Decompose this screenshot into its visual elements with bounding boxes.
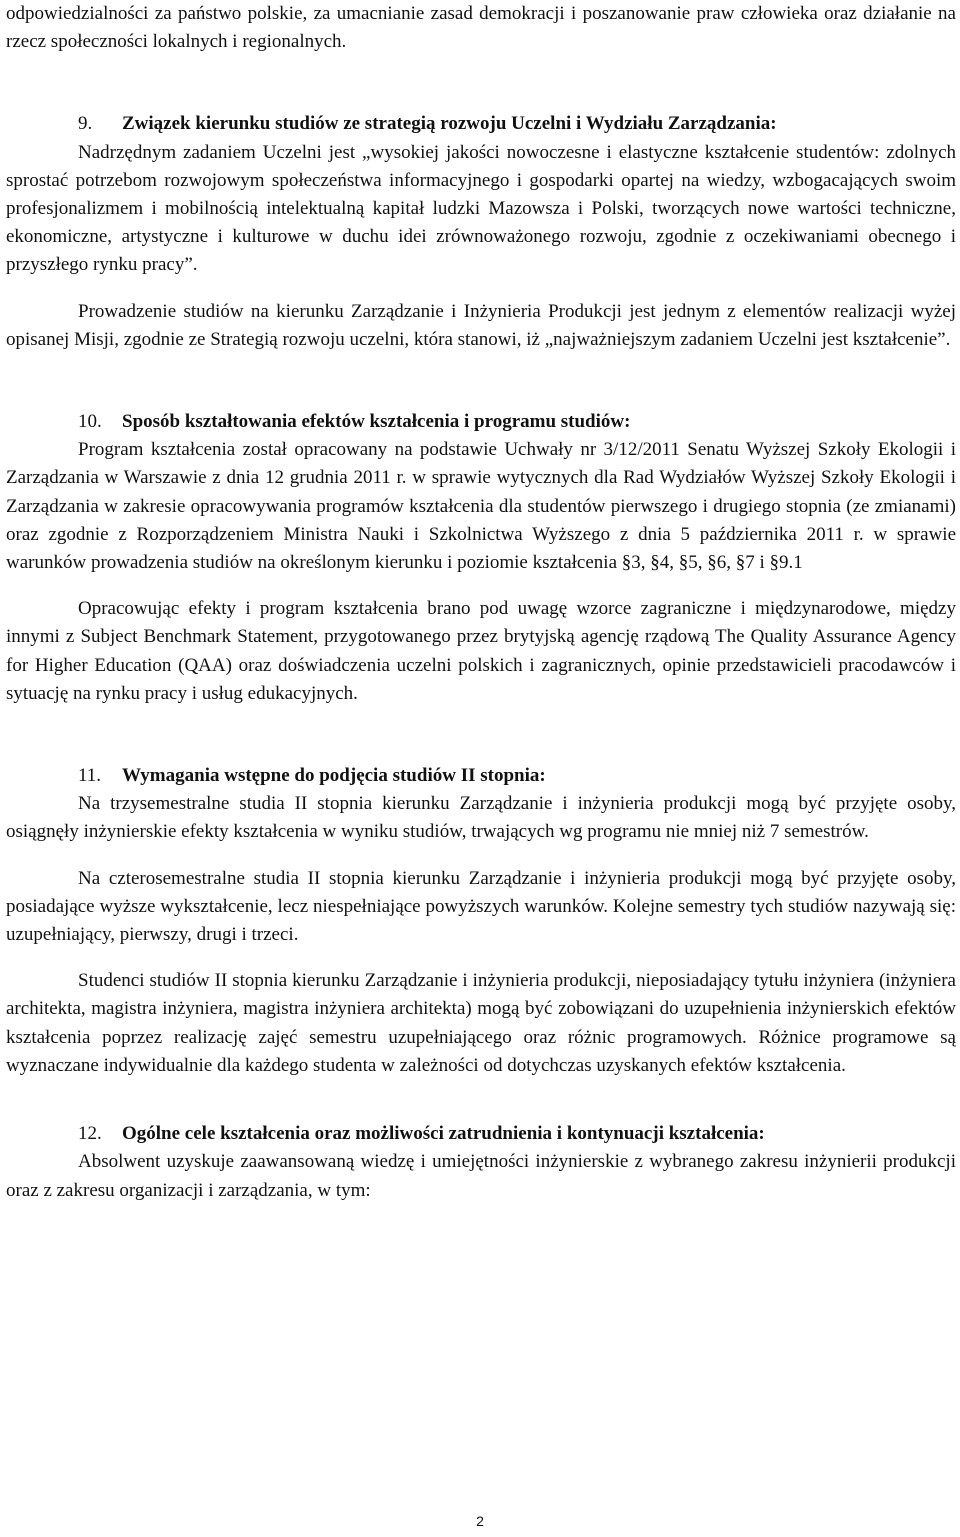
spacer <box>6 949 956 967</box>
section-heading <box>6 1120 956 1148</box>
section-9 <box>6 110 956 354</box>
intro-paragraph: odpowiedzialności za państwo polskie, za umacnianie zasad demokracji i poszanowanie praw człowieka oraz działanie na rzecz społeczności lokalnych i regionalnych. <box>6 3 956 53</box>
spacer <box>6 708 956 762</box>
section-paragraph: Prowadzenie studiów na kierunku Zarządzanie i Inżynieria Produkcji jest jednym z elementów realizacji wyżej opisanej Misji, zgodnie ze Strategią rozwoju uczelni, która stanowi, iż „najważniejszym zadaniem Uczelni jest kształcenie”. <box>6 300 956 350</box>
section-11 <box>6 762 956 1080</box>
section-paragraph: Na czterosemestralne studia II stopnia kierunku Zarządzanie i inżynieria produkcji mogą być przyjęte osoby, posiadające wyższe wykształcenie, lecz niespełniające powyższych warunków. Kolejne semestry tych studiów nazywają się: uzupełniający, pierwszy, drugi i trzeci. <box>6 867 956 946</box>
spacer <box>6 56 956 110</box>
section-title: Sposób kształtowania efektów kształcenia i programu studiów: <box>122 411 631 433</box>
section-10 <box>6 408 956 708</box>
spacer <box>6 847 956 865</box>
section-paragraph: Na trzysemestralne studia II stopnia kierunku Zarządzanie i inżynieria produkcji mogą być przyjęte osoby, osiągnęły inżynierskie efekty kształcenia w wyniku studiów, trwających wg programu nie mniej niż 7 semestrów. <box>6 793 956 843</box>
section-paragraph: Opracowując efekty i program kształcenia brano pod uwagę wzorce zagraniczne i międzynarodowe, między innymi z Subject Benchmark Statement, przygotowanego przez brytyjską agencję rządową The Quality Assurance Agency for Higher Education (QAA) oraz doświadczenia uczelni polskich i zagranicznych, opinie przedstawicieli pracodawców i sytuację na rynku pracy i usług edukacyjnych. <box>6 598 956 704</box>
spacer <box>6 280 956 298</box>
section-heading <box>6 762 956 790</box>
section-title: Wymagania wstępne do podjęcia studiów II stopnia: <box>122 765 546 787</box>
section-number: 12. <box>78 1123 102 1145</box>
section-number: 11. <box>78 765 102 787</box>
page-number: 2 <box>476 1513 484 1529</box>
section-title: Związek kierunku studiów ze strategią rozwoju Uczelni i Wydziału Zarządzania: <box>122 113 777 135</box>
section-number: 9. <box>78 113 93 135</box>
section-paragraph: Absolwent uzyskuje zaawansowaną wiedzę i umiejętności inżynierskie z wybranego zakresu inżynierii produkcji oraz z zakresu organizacji i zarządzania, w tym: <box>6 1151 956 1201</box>
section-paragraph: Studenci studiów II stopnia kierunku Zarządzanie i inżynieria produkcji, nieposiadający tytułu inżyniera (inżyniera architekta, magistra inżyniera, magistra inżyniera architekta) mogą być zobowiązani do uzupełnienia inżynierskich efektów kształcenia poprzez realizację zajęć semestru uzupełniającego oraz różnic programowych. Różnice programowe są wyznaczane indywidualnie dla każdego studenta w zależności od dotychczas uzyskanych efektów kształcenia. <box>6 970 956 1076</box>
section-title: Ogólne cele kształcenia oraz możliwości zatrudnienia i kontynuacji kształcenia: <box>122 1123 765 1145</box>
section-heading <box>6 408 956 436</box>
section-heading <box>6 110 956 138</box>
section-paragraph: Program kształcenia został opracowany na podstawie Uchwały nr 3/12/2011 Senatu Wyższej Szkoły Ekologii i Zarządzania w Warszawie z dnia 12 grudnia 2011 r. w sprawie wytycznych dla Rad Wydziałów Wyższej Szkoły Ekologii i Zarządzania w zakresie opracowywania programów kształcenia dla studentów pierwszego i drugiego stopnia (ze zmianami) oraz zgodnie z Rozporządzeniem Ministra Nauki i Szkolnictwa Wyższego z dnia 5 października 2011 r. w sprawie warunków prowadzenia studiów na określonym kierunku i poziomie kształcenia §3, §4, §5, §6, §7 i §9.1 <box>6 439 956 574</box>
spacer <box>6 577 956 595</box>
section-number: 10. <box>78 411 102 433</box>
section-paragraph: Nadrzędnym zadaniem Uczelni jest „wysokiej jakości nowoczesne i elastyczne kształcenie studentów: zdolnych sprostać potrzebom rozwojowym społeczeństwa informacyjnego i gospodarki opartej na wiedzy, wzbogacających swoim profesjonalizmem i mobilnością intelektualną kapitał ludzki Mazowsza i Polski, tworzących nowe wartości techniczne, ekonomiczne, artystyczne i kulturowe w duchu idei zrównoważonego rozwoju, zgodnie z oczekiwaniami obecnego i przyszłego rynku pracy”. <box>6 141 956 276</box>
spacer <box>6 354 956 408</box>
section-12 <box>6 1120 956 1205</box>
spacer <box>6 1080 956 1120</box>
